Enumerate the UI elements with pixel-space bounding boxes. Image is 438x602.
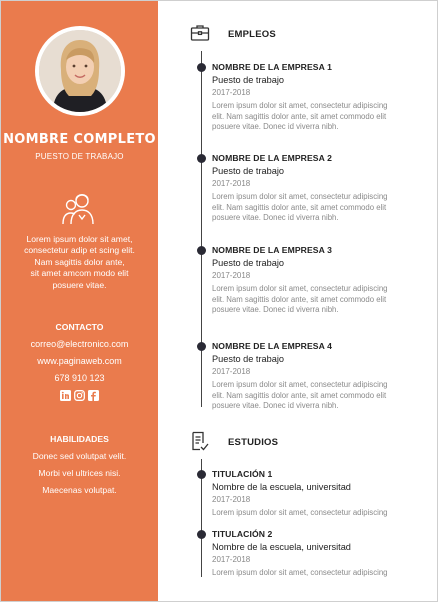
intro-line: sit amet amcom modo elit [30, 268, 129, 279]
description-line: elit. Nam sagittis dolor ante, sit amet commodo elit [212, 390, 387, 400]
description-line: posuere vitae. Donec id viverra nibh. [212, 122, 339, 132]
intro-line: Nam sagittis dolor ante, [34, 256, 125, 267]
briefcase-icon [190, 23, 210, 43]
profile-photo-frame [35, 26, 125, 116]
company-name: NOMBRE DE LA EMPRESA 2 [212, 153, 332, 163]
company-name: NOMBRE DE LA EMPRESA 4 [212, 341, 332, 351]
description-line: elit. Nam sagittis dolor ante, sit amet commodo elit [212, 111, 387, 121]
description-line: Lorem ipsum dolor sit amet, consectetur adipiscing [212, 380, 388, 389]
employment-section-title: EMPLEOS [228, 29, 276, 40]
date-range: 2017-2018 [212, 88, 251, 97]
education-section-title: ESTUDIOS [228, 437, 279, 448]
date-range: 2017-2018 [212, 367, 251, 376]
degree-name: TITULACIÓN 1 [212, 469, 273, 479]
description-line: elit. Nam sagittis dolor ante, sit amet commodo elit [212, 294, 387, 304]
employment-entry [212, 153, 427, 224]
email-link[interactable]: correo@electronico.com [30, 339, 129, 349]
education-entry [212, 529, 427, 579]
description-line: Lorem ipsum dolor sit amet, consectetur adipiscing [212, 101, 388, 110]
timeline-dot [197, 530, 206, 539]
profile-photo [39, 30, 121, 112]
description-line: Lorem ipsum dolor sit amet, consectetur adipiscing [212, 568, 388, 577]
description-line: posuere vitae. Donec id viverra nibh. [212, 213, 339, 223]
description-line: Lorem ipsum dolor sit amet, consectetur adipiscing [212, 192, 388, 201]
social-links [1, 388, 158, 399]
intro-text [7, 234, 152, 291]
date-range: 2017-2018 [212, 555, 251, 564]
date-range: 2017-2018 [212, 179, 251, 188]
timeline-dot [197, 470, 206, 479]
sidebar [1, 1, 158, 602]
description-line: posuere vitae. Donec id viverra nibh. [212, 305, 339, 315]
facebook-icon[interactable] [88, 388, 99, 399]
company-name: NOMBRE DE LA EMPRESA 3 [212, 245, 332, 255]
job-role: Puesto de trabajo [212, 258, 285, 268]
job-role: Puesto de trabajo [212, 75, 285, 85]
school-name: Nombre de la escuela, universitad [212, 542, 351, 552]
skills-title: HABILIDADES [50, 434, 109, 444]
job-description [212, 380, 427, 412]
instagram-icon[interactable] [74, 388, 85, 399]
date-range: 2017-2018 [212, 495, 251, 504]
contact-title: CONTACTO [55, 322, 104, 332]
job-description [212, 101, 427, 133]
portrait-image [39, 30, 121, 112]
description-line: Lorem ipsum dolor sit amet, consectetur adipiscing [212, 284, 388, 293]
description-line: Lorem ipsum dolor sit amet, consectetur adipiscing [212, 508, 388, 517]
school-name: Nombre de la escuela, universitad [212, 482, 351, 492]
intro-line: posuere vitae. [52, 279, 107, 290]
employment-entry [212, 245, 427, 316]
education-description [212, 568, 427, 579]
description-line: elit. Nam sagittis dolor ante, sit amet commodo elit [212, 202, 387, 212]
employment-entry [212, 62, 427, 133]
skill-item: Donec sed volutpat velit. [32, 451, 127, 461]
job-role: Puesto de trabajo [212, 354, 285, 364]
phone-number: 678 910 123 [54, 373, 105, 383]
employment-entry [212, 341, 427, 412]
document-check-icon [190, 431, 210, 451]
job-description [212, 192, 427, 224]
employment-timeline [201, 51, 202, 407]
intro-line: consectetur adip et scing elit. [24, 245, 135, 256]
full-name: NOMBRE COMPLETO [3, 132, 156, 147]
company-name: NOMBRE DE LA EMPRESA 1 [212, 62, 332, 72]
skill-item: Maecenas volutpat. [42, 485, 117, 495]
people-icon [60, 189, 98, 227]
intro-line: Lorem ipsum dolor sit amet, [26, 234, 133, 244]
date-range: 2017-2018 [212, 271, 251, 280]
timeline-dot [197, 246, 206, 255]
timeline-dot [197, 63, 206, 72]
linkedin-icon[interactable] [60, 388, 71, 399]
timeline-dot [197, 342, 206, 351]
website-link[interactable]: www.paginaweb.com [37, 356, 122, 366]
skill-item: Morbi vel ultrices nisi. [38, 468, 121, 478]
degree-name: TITULACIÓN 2 [212, 529, 273, 539]
job-title: PUESTO DE TRABAJO [35, 152, 124, 161]
timeline-dot [197, 154, 206, 163]
description-line: posuere vitae. Donec id viverra nibh. [212, 401, 339, 411]
job-description [212, 284, 427, 316]
education-entry [212, 469, 427, 519]
job-role: Puesto de trabajo [212, 166, 285, 176]
education-description [212, 508, 427, 519]
